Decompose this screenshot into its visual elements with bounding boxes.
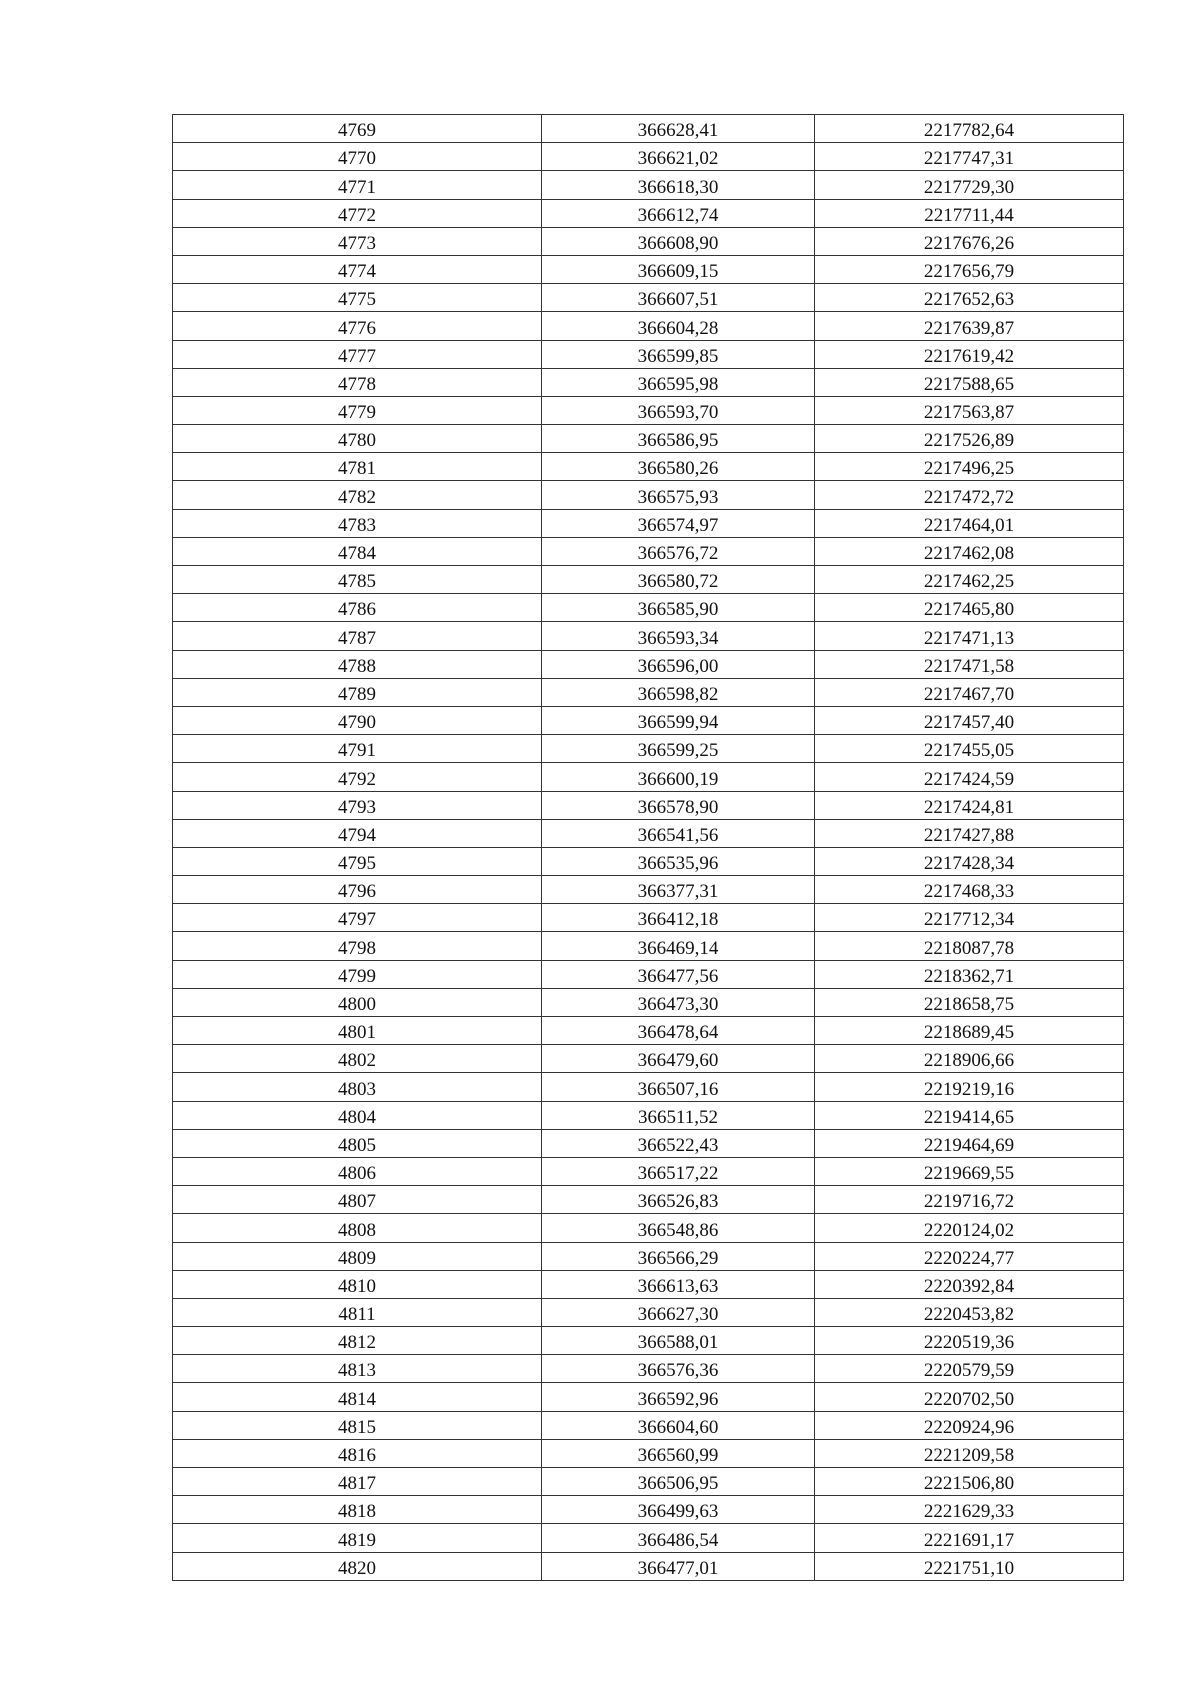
point-number-cell: 4770 <box>173 143 542 171</box>
x-coordinate-cell: 366566,29 <box>542 1242 815 1270</box>
point-number-cell: 4780 <box>173 425 542 453</box>
y-coordinate-cell: 2217676,26 <box>815 227 1124 255</box>
table-row <box>173 1383 1124 1411</box>
coordinates-table-body <box>173 115 1124 1581</box>
y-coordinate-cell: 2217465,80 <box>815 594 1124 622</box>
y-coordinate-cell: 2217656,79 <box>815 255 1124 283</box>
point-number-cell: 4781 <box>173 453 542 481</box>
point-number-cell: 4808 <box>173 1214 542 1242</box>
x-coordinate-cell: 366580,26 <box>542 453 815 481</box>
table-row <box>173 1101 1124 1129</box>
y-coordinate-cell: 2219219,16 <box>815 1073 1124 1101</box>
point-number-cell: 4782 <box>173 481 542 509</box>
x-coordinate-cell: 366599,94 <box>542 706 815 734</box>
point-number-cell: 4817 <box>173 1468 542 1496</box>
y-coordinate-cell: 2217462,08 <box>815 537 1124 565</box>
point-number-cell: 4801 <box>173 1017 542 1045</box>
y-coordinate-cell: 2217747,31 <box>815 143 1124 171</box>
y-coordinate-cell: 2217526,89 <box>815 425 1124 453</box>
x-coordinate-cell: 366477,01 <box>542 1552 815 1580</box>
y-coordinate-cell: 2219669,55 <box>815 1157 1124 1185</box>
point-number-cell: 4785 <box>173 566 542 594</box>
y-coordinate-cell: 2217588,65 <box>815 368 1124 396</box>
y-coordinate-cell: 2219464,69 <box>815 1129 1124 1157</box>
point-number-cell: 4806 <box>173 1157 542 1185</box>
y-coordinate-cell: 2217563,87 <box>815 396 1124 424</box>
x-coordinate-cell: 366535,96 <box>542 847 815 875</box>
table-row <box>173 368 1124 396</box>
x-coordinate-cell: 366477,56 <box>542 960 815 988</box>
point-number-cell: 4814 <box>173 1383 542 1411</box>
y-coordinate-cell: 2218906,66 <box>815 1045 1124 1073</box>
x-coordinate-cell: 366574,97 <box>542 509 815 537</box>
y-coordinate-cell: 2218087,78 <box>815 932 1124 960</box>
table-row <box>173 1157 1124 1185</box>
y-coordinate-cell: 2217424,59 <box>815 763 1124 791</box>
point-number-cell: 4815 <box>173 1411 542 1439</box>
table-row <box>173 622 1124 650</box>
point-number-cell: 4797 <box>173 904 542 932</box>
point-number-cell: 4804 <box>173 1101 542 1129</box>
y-coordinate-cell: 2217428,34 <box>815 847 1124 875</box>
point-number-cell: 4789 <box>173 678 542 706</box>
table-row <box>173 1524 1124 1552</box>
table-row <box>173 255 1124 283</box>
table-row <box>173 1073 1124 1101</box>
y-coordinate-cell: 2217472,72 <box>815 481 1124 509</box>
coordinates-table <box>172 114 1124 1581</box>
point-number-cell: 4773 <box>173 227 542 255</box>
table-row <box>173 763 1124 791</box>
y-coordinate-cell: 2220702,50 <box>815 1383 1124 1411</box>
x-coordinate-cell: 366593,34 <box>542 622 815 650</box>
x-coordinate-cell: 366576,72 <box>542 537 815 565</box>
y-coordinate-cell: 2217424,81 <box>815 791 1124 819</box>
table-row <box>173 1129 1124 1157</box>
y-coordinate-cell: 2221506,80 <box>815 1468 1124 1496</box>
table-row <box>173 1270 1124 1298</box>
point-number-cell: 4809 <box>173 1242 542 1270</box>
x-coordinate-cell: 366511,52 <box>542 1101 815 1129</box>
y-coordinate-cell: 2217619,42 <box>815 340 1124 368</box>
table-row <box>173 678 1124 706</box>
y-coordinate-cell: 2221209,58 <box>815 1439 1124 1467</box>
y-coordinate-cell: 2217712,34 <box>815 904 1124 932</box>
table-row <box>173 453 1124 481</box>
x-coordinate-cell: 366507,16 <box>542 1073 815 1101</box>
x-coordinate-cell: 366599,85 <box>542 340 815 368</box>
x-coordinate-cell: 366575,93 <box>542 481 815 509</box>
x-coordinate-cell: 366486,54 <box>542 1524 815 1552</box>
x-coordinate-cell: 366599,25 <box>542 735 815 763</box>
table-row <box>173 1411 1124 1439</box>
table-row <box>173 1242 1124 1270</box>
point-number-cell: 4792 <box>173 763 542 791</box>
table-row <box>173 199 1124 227</box>
x-coordinate-cell: 366478,64 <box>542 1017 815 1045</box>
point-number-cell: 4798 <box>173 932 542 960</box>
table-row <box>173 396 1124 424</box>
y-coordinate-cell: 2220453,82 <box>815 1298 1124 1326</box>
point-number-cell: 4799 <box>173 960 542 988</box>
point-number-cell: 4800 <box>173 988 542 1016</box>
table-row <box>173 1327 1124 1355</box>
point-number-cell: 4775 <box>173 284 542 312</box>
point-number-cell: 4771 <box>173 171 542 199</box>
point-number-cell: 4818 <box>173 1496 542 1524</box>
point-number-cell: 4807 <box>173 1186 542 1214</box>
y-coordinate-cell: 2217467,70 <box>815 678 1124 706</box>
y-coordinate-cell: 2221629,33 <box>815 1496 1124 1524</box>
table-row <box>173 340 1124 368</box>
y-coordinate-cell: 2220224,77 <box>815 1242 1124 1270</box>
x-coordinate-cell: 366588,01 <box>542 1327 815 1355</box>
y-coordinate-cell: 2221691,17 <box>815 1524 1124 1552</box>
point-number-cell: 4820 <box>173 1552 542 1580</box>
x-coordinate-cell: 366522,43 <box>542 1129 815 1157</box>
x-coordinate-cell: 366541,56 <box>542 819 815 847</box>
point-number-cell: 4794 <box>173 819 542 847</box>
y-coordinate-cell: 2217462,25 <box>815 566 1124 594</box>
table-row <box>173 143 1124 171</box>
table-row <box>173 1017 1124 1045</box>
x-coordinate-cell: 366580,72 <box>542 566 815 594</box>
y-coordinate-cell: 2217652,63 <box>815 284 1124 312</box>
y-coordinate-cell: 2217496,25 <box>815 453 1124 481</box>
x-coordinate-cell: 366578,90 <box>542 791 815 819</box>
table-row <box>173 819 1124 847</box>
table-row <box>173 1355 1124 1383</box>
x-coordinate-cell: 366609,15 <box>542 255 815 283</box>
table-row <box>173 1496 1124 1524</box>
table-row <box>173 650 1124 678</box>
x-coordinate-cell: 366598,82 <box>542 678 815 706</box>
point-number-cell: 4816 <box>173 1439 542 1467</box>
table-row <box>173 425 1124 453</box>
point-number-cell: 4791 <box>173 735 542 763</box>
point-number-cell: 4793 <box>173 791 542 819</box>
table-row <box>173 791 1124 819</box>
x-coordinate-cell: 366412,18 <box>542 904 815 932</box>
point-number-cell: 4777 <box>173 340 542 368</box>
point-number-cell: 4819 <box>173 1524 542 1552</box>
y-coordinate-cell: 2218658,75 <box>815 988 1124 1016</box>
x-coordinate-cell: 366608,90 <box>542 227 815 255</box>
x-coordinate-cell: 366592,96 <box>542 1383 815 1411</box>
y-coordinate-cell: 2219716,72 <box>815 1186 1124 1214</box>
y-coordinate-cell: 2220579,59 <box>815 1355 1124 1383</box>
table-row <box>173 284 1124 312</box>
x-coordinate-cell: 366560,99 <box>542 1439 815 1467</box>
x-coordinate-cell: 366604,60 <box>542 1411 815 1439</box>
point-number-cell: 4796 <box>173 876 542 904</box>
y-coordinate-cell: 2220519,36 <box>815 1327 1124 1355</box>
table-row <box>173 960 1124 988</box>
table-row <box>173 1439 1124 1467</box>
table-row <box>173 566 1124 594</box>
point-number-cell: 4810 <box>173 1270 542 1298</box>
y-coordinate-cell: 2217711,44 <box>815 199 1124 227</box>
y-coordinate-cell: 2221751,10 <box>815 1552 1124 1580</box>
point-number-cell: 4802 <box>173 1045 542 1073</box>
table-row <box>173 171 1124 199</box>
y-coordinate-cell: 2220924,96 <box>815 1411 1124 1439</box>
x-coordinate-cell: 366628,41 <box>542 115 815 143</box>
point-number-cell: 4769 <box>173 115 542 143</box>
y-coordinate-cell: 2217457,40 <box>815 706 1124 734</box>
x-coordinate-cell: 366600,19 <box>542 763 815 791</box>
y-coordinate-cell: 2219414,65 <box>815 1101 1124 1129</box>
point-number-cell: 4779 <box>173 396 542 424</box>
y-coordinate-cell: 2217782,64 <box>815 115 1124 143</box>
y-coordinate-cell: 2217455,05 <box>815 735 1124 763</box>
point-number-cell: 4788 <box>173 650 542 678</box>
x-coordinate-cell: 366469,14 <box>542 932 815 960</box>
x-coordinate-cell: 366473,30 <box>542 988 815 1016</box>
x-coordinate-cell: 366499,63 <box>542 1496 815 1524</box>
point-number-cell: 4812 <box>173 1327 542 1355</box>
y-coordinate-cell: 2220392,84 <box>815 1270 1124 1298</box>
table-row <box>173 706 1124 734</box>
point-number-cell: 4790 <box>173 706 542 734</box>
table-row <box>173 227 1124 255</box>
x-coordinate-cell: 366576,36 <box>542 1355 815 1383</box>
x-coordinate-cell: 366595,98 <box>542 368 815 396</box>
x-coordinate-cell: 366526,83 <box>542 1186 815 1214</box>
y-coordinate-cell: 2218689,45 <box>815 1017 1124 1045</box>
table-row <box>173 847 1124 875</box>
point-number-cell: 4774 <box>173 255 542 283</box>
point-number-cell: 4811 <box>173 1298 542 1326</box>
y-coordinate-cell: 2217729,30 <box>815 171 1124 199</box>
x-coordinate-cell: 366377,31 <box>542 876 815 904</box>
table-row <box>173 594 1124 622</box>
point-number-cell: 4805 <box>173 1129 542 1157</box>
table-row <box>173 1186 1124 1214</box>
x-coordinate-cell: 366593,70 <box>542 396 815 424</box>
table-row <box>173 481 1124 509</box>
table-row <box>173 932 1124 960</box>
y-coordinate-cell: 2217471,58 <box>815 650 1124 678</box>
point-number-cell: 4813 <box>173 1355 542 1383</box>
y-coordinate-cell: 2217464,01 <box>815 509 1124 537</box>
table-row <box>173 988 1124 1016</box>
x-coordinate-cell: 366621,02 <box>542 143 815 171</box>
x-coordinate-cell: 366548,86 <box>542 1214 815 1242</box>
x-coordinate-cell: 366596,00 <box>542 650 815 678</box>
y-coordinate-cell: 2217471,13 <box>815 622 1124 650</box>
x-coordinate-cell: 366506,95 <box>542 1468 815 1496</box>
point-number-cell: 4783 <box>173 509 542 537</box>
point-number-cell: 4787 <box>173 622 542 650</box>
table-row <box>173 1552 1124 1580</box>
table-row <box>173 1298 1124 1326</box>
table-row <box>173 509 1124 537</box>
x-coordinate-cell: 366586,95 <box>542 425 815 453</box>
y-coordinate-cell: 2220124,02 <box>815 1214 1124 1242</box>
x-coordinate-cell: 366517,22 <box>542 1157 815 1185</box>
table-row <box>173 537 1124 565</box>
y-coordinate-cell: 2217427,88 <box>815 819 1124 847</box>
table-row <box>173 115 1124 143</box>
table-row <box>173 735 1124 763</box>
y-coordinate-cell: 2217468,33 <box>815 876 1124 904</box>
table-row <box>173 1214 1124 1242</box>
point-number-cell: 4795 <box>173 847 542 875</box>
y-coordinate-cell: 2218362,71 <box>815 960 1124 988</box>
x-coordinate-cell: 366618,30 <box>542 171 815 199</box>
table-row <box>173 904 1124 932</box>
point-number-cell: 4786 <box>173 594 542 622</box>
x-coordinate-cell: 366607,51 <box>542 284 815 312</box>
table-row <box>173 876 1124 904</box>
point-number-cell: 4772 <box>173 199 542 227</box>
point-number-cell: 4784 <box>173 537 542 565</box>
y-coordinate-cell: 2217639,87 <box>815 312 1124 340</box>
x-coordinate-cell: 366604,28 <box>542 312 815 340</box>
x-coordinate-cell: 366585,90 <box>542 594 815 622</box>
table-row <box>173 1045 1124 1073</box>
x-coordinate-cell: 366627,30 <box>542 1298 815 1326</box>
x-coordinate-cell: 366612,74 <box>542 199 815 227</box>
x-coordinate-cell: 366479,60 <box>542 1045 815 1073</box>
table-row <box>173 312 1124 340</box>
table-row <box>173 1468 1124 1496</box>
point-number-cell: 4778 <box>173 368 542 396</box>
point-number-cell: 4803 <box>173 1073 542 1101</box>
point-number-cell: 4776 <box>173 312 542 340</box>
x-coordinate-cell: 366613,63 <box>542 1270 815 1298</box>
